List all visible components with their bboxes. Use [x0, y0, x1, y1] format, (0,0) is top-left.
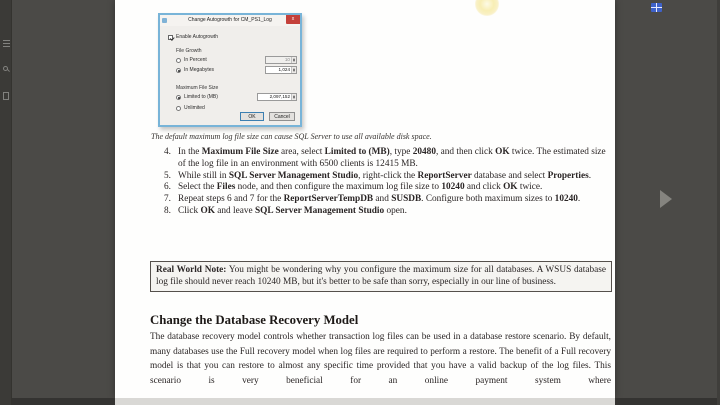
dialog-system-icon	[162, 18, 167, 23]
in-megabytes-radio	[176, 68, 181, 73]
in-megabytes-label: In Megabytes	[184, 67, 215, 73]
cancel-button: Cancel	[269, 112, 295, 121]
list-text: Select the Files node, and then configure the maximum log file size to 10240 and click OK twice.	[178, 182, 543, 193]
limited-to-mb-radio	[176, 95, 181, 100]
list-item	[150, 182, 613, 194]
search-handle	[7, 69, 10, 72]
document-page	[115, 0, 615, 398]
spinner-arrows-icon	[291, 57, 296, 63]
bookmarks-icon[interactable]	[3, 92, 9, 100]
unlimited-label: Unlimited	[184, 105, 205, 111]
enable-autogrowth-checkbox	[168, 35, 173, 40]
in-megabytes-spinner: 1,024	[265, 66, 297, 74]
list-number: 6.	[164, 182, 171, 193]
list-text: Repeat steps 6 and 7 for the ReportServerTempDB and SUSDB. Configure both maximum sizes to 10240.	[178, 194, 581, 205]
list-item	[150, 206, 613, 218]
thumbnails-icon[interactable]	[3, 40, 10, 48]
figure-caption: The default maximum log file size can cause SQL Server to use all available disk space.	[151, 132, 432, 141]
body-paragraph: The database recovery model controls whether transaction log files can be used in a database restore scenario. By default, many databases use the Full recovery model when log files are required to perform a restore. The benefit of a Full recovery model is that you can restore to almost any specific time provided that you have a valid backup of the log files. This scenario is very beneficial for an online payment system where	[150, 332, 611, 386]
list-item	[150, 171, 613, 183]
unlimited-radio	[176, 106, 181, 111]
limited-to-mb-label: Limited to (MB)	[184, 94, 218, 100]
in-percent-label: In Percent	[184, 57, 207, 63]
section-heading: Change the Database Recovery Model	[150, 313, 359, 327]
next-page-arrow[interactable]	[660, 190, 672, 208]
in-percent-radio	[176, 58, 181, 63]
close-icon: x	[286, 15, 300, 24]
spinner-arrows-icon	[291, 94, 296, 100]
window-grid-icon[interactable]	[651, 3, 662, 12]
embedded-dialog-screenshot: Change Autogrowth for CM_PS1_Log x Enable Autogrowth File Growth In Percent 10 In Megabytes 1,024 Maximum File Size Limited to (MB) 2,097,152 Unlimited OK Cancel	[158, 13, 302, 127]
list-text: In the Maximum File Size area, select Limited to (MB), type 20480, and then click OK twice. The estimated size of the log file in an environment with 6500 clients is 12415 MB.	[178, 147, 606, 169]
dialog-titlebar	[160, 15, 300, 26]
numbered-list	[150, 147, 613, 218]
ok-button: OK	[240, 112, 264, 121]
limited-to-mb-spinner: 2,097,152	[257, 93, 297, 101]
page-bottom-gap	[115, 398, 615, 405]
dialog-title: Change Autogrowth for CM_PS1_Log	[188, 17, 272, 23]
in-percent-spinner: 10	[265, 56, 297, 64]
list-item	[150, 147, 613, 171]
list-text: Click OK and leave SQL Server Management Studio open.	[178, 205, 407, 216]
list-number: 4.	[164, 147, 171, 157]
list-text: While still in SQL Server Management Studio, right-click the ReportServer database and select Properties.	[178, 170, 592, 181]
enable-autogrowth-label: Enable Autogrowth	[176, 34, 218, 40]
list-item	[150, 194, 613, 206]
list-number: 7.	[164, 194, 171, 205]
spinner-arrows-icon	[291, 67, 296, 73]
list-number: 5.	[164, 170, 171, 181]
real-world-note-box: Real World Note: You might be wondering why you configure the maximum size for all databases. A WSUS database log file should never reach 10240 MB, but it's better to be safe than sorry, especially in our line of business.	[150, 261, 612, 292]
sidebar-toolbar	[0, 0, 12, 405]
list-number: 8.	[164, 205, 171, 216]
search-icon[interactable]	[3, 66, 11, 74]
